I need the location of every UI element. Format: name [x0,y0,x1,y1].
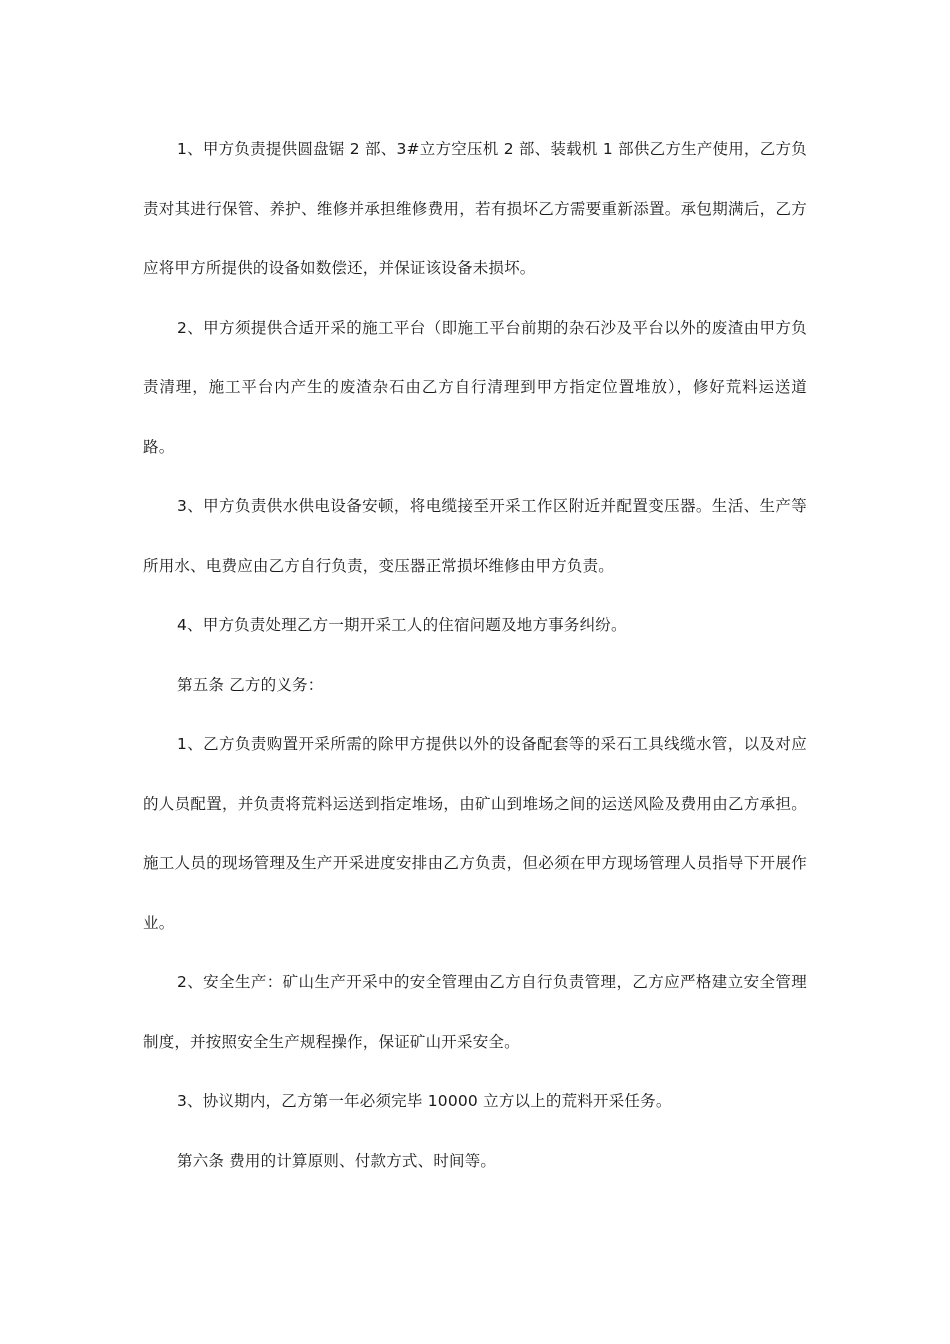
article-heading-6: 第六条 费用的计算原则、付款方式、时间等。 [177,1151,497,1170]
clause-item-3: 3、甲方负责供水供电设备安顿，将电缆接至开采工作区附近并配置变压器。生活、生产等所用水、电费应由乙方自行负责，变压器正常损坏维修由甲方负责。 [143,497,807,575]
article5-item-1: 1、乙方负责购置开采所需的除甲方提供以外的设备配套等的采石工具线缆水管，以及对应的人员配置，并负责将荒料运送到指定堆场，由矿山到堆场之间的运送风险及费用由乙方承担。施工人员的现场管理及生产开采进度安排由乙方负责，但必须在甲方现场管理人员指导下开展作业。 [143,735,807,932]
article-heading-5: 第五条 乙方的义务： [177,675,324,694]
clause-item-1: 1、甲方负责提供圆盘锯 2 部、3#立方空压机 2 部、装载机 1 部供乙方生产使用，乙方负责对其进行保管、养护、维修并承担维修费用，若有损坏乙方需要重新添置。承包期满后，乙方应将甲方所提供的设备如数偿还，并保证该设备未损坏。 [143,140,807,277]
document-body [143,120,807,1191]
article5-item-2: 2、安全生产：矿山生产开采中的安全管理由乙方自行负责管理，乙方应严格建立安全管理制度，并按照安全生产规程操作，保证矿山开采安全。 [143,973,807,1051]
clause-item-4: 4、甲方负责处理乙方一期开采工人的住宿问题及地方事务纠纷。 [177,616,627,634]
article5-item-3: 3、协议期内，乙方第一年必须完毕 10000 立方以上的荒料开采任务。 [177,1092,672,1110]
clause-item-2: 2、甲方须提供合适开采的施工平台（即施工平台前期的杂石沙及平台以外的废渣由甲方负责清理，施工平台内产生的废渣杂石由乙方自行清理到甲方指定位置堆放），修好荒料运送道路。 [143,318,807,456]
